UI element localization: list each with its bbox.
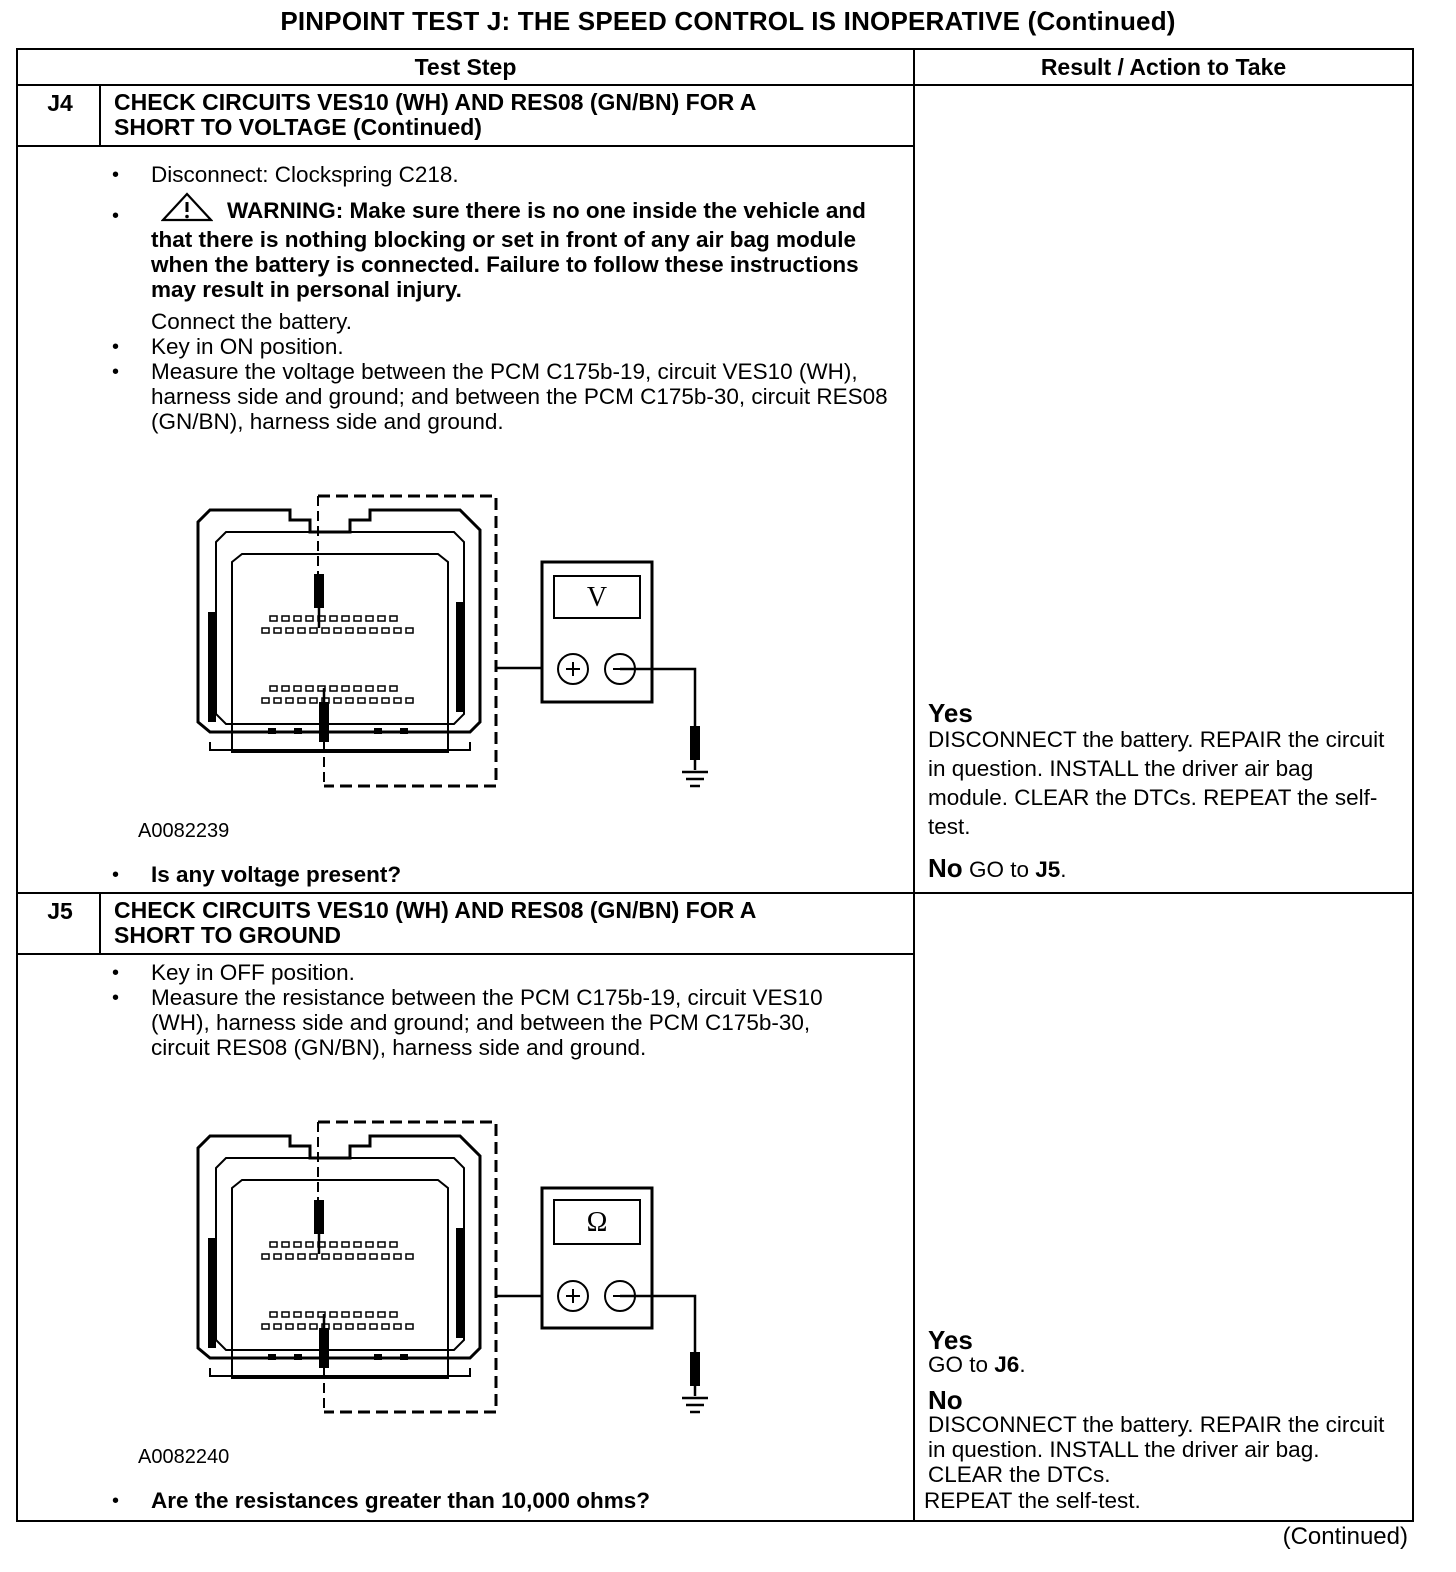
positive-terminal-icon bbox=[558, 654, 588, 684]
j4-voltage-diagram bbox=[190, 492, 750, 792]
j4-no-label: No bbox=[928, 853, 963, 883]
j4-row-rule bbox=[16, 892, 1414, 894]
j5-bullet-measure: Measure the resistance between the PCM C175b-19, circuit VES10 (WH), harness side and ground; and between the PCM C175b-30, circuit RES08 (GN/BN), harness side and ground. bbox=[151, 985, 823, 1060]
warning-triangle-icon bbox=[161, 192, 213, 227]
j5-yes-label: Yes bbox=[928, 1325, 973, 1355]
j5-resistance-diagram bbox=[190, 1118, 750, 1418]
j4-bullet-measure: Measure the voltage between the PCM C175b-19, circuit VES10 (WH), harness side and ground; and between the PCM C175b-30, circuit RES08 (GN/BN), harness side and ground. bbox=[151, 359, 888, 434]
column-divider bbox=[913, 48, 915, 1522]
j4-figure-id: A0082239 bbox=[138, 820, 230, 842]
j5-bullet-key-off: Key in OFF position. bbox=[151, 960, 355, 985]
header-result: Result / Action to Take bbox=[1040, 54, 1287, 80]
j5-yes-end: . bbox=[1019, 1352, 1026, 1377]
header-test-step: Test Step bbox=[414, 54, 517, 80]
step-title-j4-line1: CHECK CIRCUITS VES10 (WH) AND RES08 (GN/BN) FOR A bbox=[114, 89, 757, 115]
j4-no-result bbox=[928, 854, 1398, 884]
ground-icon bbox=[682, 772, 708, 786]
meter-symbol-volts: V bbox=[586, 582, 608, 613]
j4-no-target: J5 bbox=[1035, 857, 1061, 882]
j5-yes-result bbox=[928, 1350, 1398, 1379]
j4-title-rule bbox=[16, 145, 915, 147]
step-id-j5: J5 bbox=[47, 898, 73, 924]
j4-no-end: . bbox=[1060, 857, 1067, 882]
j4-yes-label: Yes bbox=[928, 698, 973, 728]
j4-warning-block bbox=[151, 192, 901, 302]
bullet: • bbox=[112, 361, 120, 383]
j5-yes-target: J6 bbox=[994, 1352, 1020, 1377]
ground-icon bbox=[682, 1398, 708, 1412]
bullet: • bbox=[112, 864, 120, 886]
j5-no-text-line2: REPEAT the self-test. bbox=[924, 1488, 1141, 1513]
step-title-j5 bbox=[114, 898, 904, 948]
j5-question: Are the resistances greater than 10,000 ohms? bbox=[151, 1488, 650, 1513]
j4-yes-text: DISCONNECT the battery. REPAIR the circuit in question. INSTALL the driver air bag module. CLEAR the DTCs. REPEAT the self-test. bbox=[928, 727, 1385, 839]
bullet: • bbox=[112, 987, 120, 1009]
step-title-j5-line1: CHECK CIRCUITS VES10 (WH) AND RES08 (GN/BN) FOR A bbox=[114, 897, 757, 923]
j4-no-text: GO to bbox=[968, 857, 1036, 882]
bullet: • bbox=[112, 164, 120, 186]
j4-warning-text: WARNING: Make sure there is no one inside the vehicle and that there is nothing blocking or set in front of any air bag module when the battery is connected. Failure to follow these instructions may result in personal injury. bbox=[151, 198, 866, 302]
meter-symbol-ohms: Ω bbox=[586, 1207, 608, 1238]
j4-bullet-key-on: Key in ON position. bbox=[151, 334, 344, 359]
step-title-j4-line2: SHORT TO VOLTAGE (Continued) bbox=[114, 114, 482, 140]
step-title-j5-line2: SHORT TO GROUND bbox=[114, 922, 342, 948]
step-title-j4 bbox=[114, 90, 904, 140]
bullet: • bbox=[112, 962, 120, 984]
bullet: • bbox=[112, 336, 120, 358]
j5-no-label: No bbox=[928, 1385, 963, 1415]
header-rule bbox=[16, 84, 1414, 86]
j5-figure-id: A0082240 bbox=[138, 1446, 230, 1468]
bullet: • bbox=[112, 205, 120, 227]
step-id-j4: J4 bbox=[47, 90, 73, 116]
j5-yes-text: GO to bbox=[928, 1352, 995, 1377]
j5-title-rule bbox=[16, 953, 915, 955]
j5-no-text: DISCONNECT the battery. REPAIR the circuit in question. INSTALL the driver air bag. CLEAR the DTCs. bbox=[928, 1412, 1385, 1487]
bullet: • bbox=[112, 1490, 120, 1512]
continued-label: (Continued) bbox=[1282, 1523, 1408, 1550]
j4-connect-battery: Connect the battery. bbox=[151, 309, 352, 334]
page-title: PINPOINT TEST J: THE SPEED CONTROL IS INOPERATIVE (Continued) bbox=[280, 6, 1176, 36]
j4-bullet-disconnect: Disconnect: Clockspring C218. bbox=[151, 162, 459, 187]
positive-terminal-icon bbox=[558, 1281, 588, 1311]
j4-question: Is any voltage present? bbox=[151, 862, 402, 887]
